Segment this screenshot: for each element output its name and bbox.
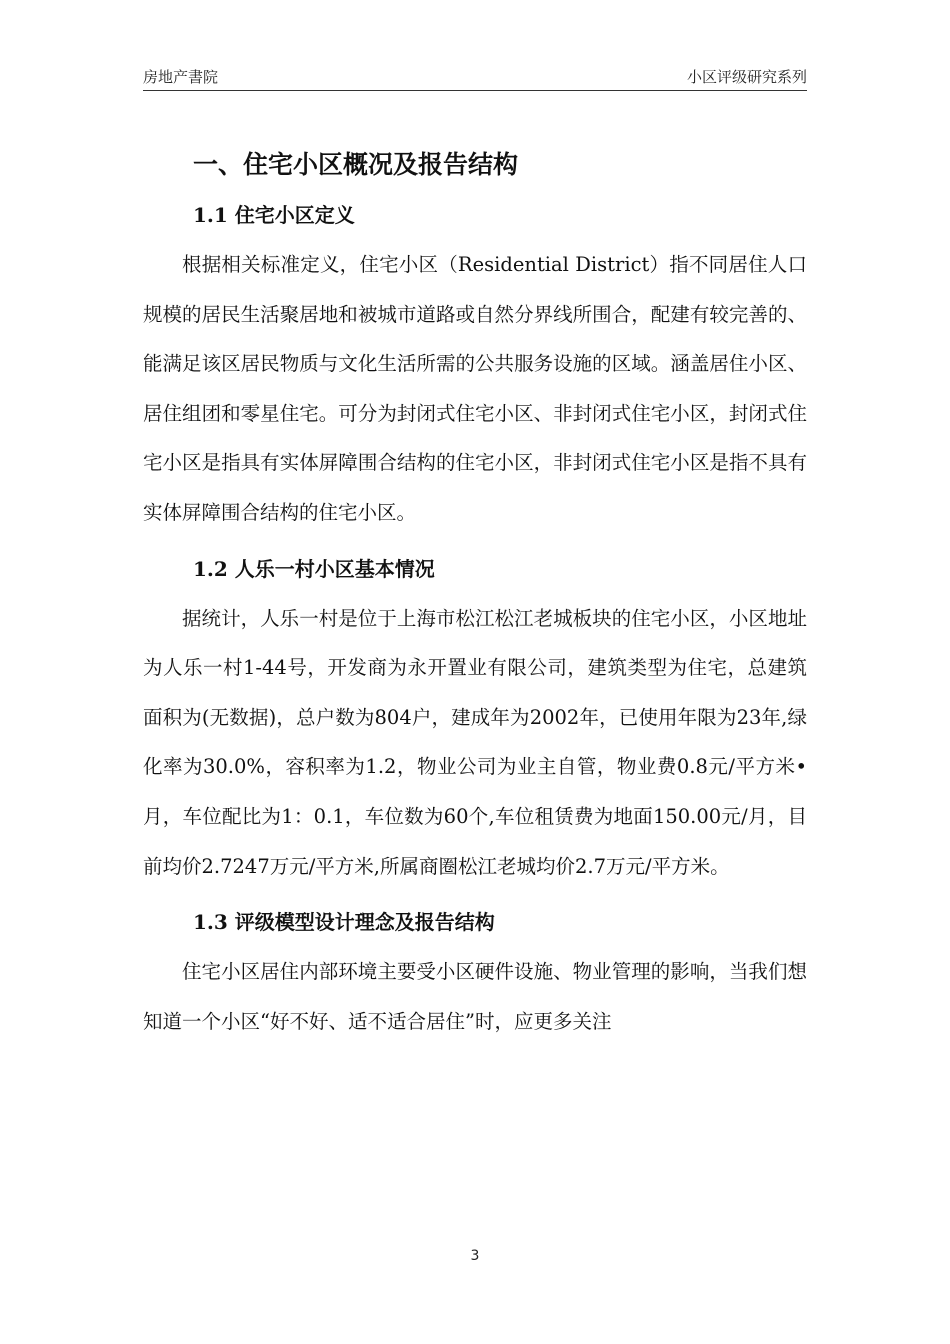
document-body	[143, 140, 807, 1046]
header-left-text: 房地产書院	[143, 68, 219, 86]
section-heading-1-1: 1.1 住宅小区定义	[193, 203, 355, 227]
section-paragraph-1-1: 根据相关标准定义，住宅小区（Residential District）指不同居住人口规模的居民生活聚居地和被城市道路或自然分界线所围合，配建有较完善的、能满足该区居民物质与文化生活所需的公共服务设施的区域。涵盖居住小区、居住组团和零星住宅。可分为封闭式住宅小区、非封闭式住宅小区，封闭式住宅小区是指具有实体屏障围合结构的住宅小区，非封闭式住宅小区是指不具有实体屏障围合结构的住宅小区。	[143, 253, 807, 524]
section-paragraph-1-2: 据统计，人乐一村是位于上海市松江松江老城板块的住宅小区，小区地址为人乐一村1-44号，开发商为永开置业有限公司，建筑类型为住宅，总建筑面积为(无数据)，总户数为804户，建成年为2002年，已使用年限为23年,绿化率为30.0%，容积率为1.2，物业公司为业主自管，物业费0.8元/平方米•月，车位配比为1：0.1，车位数为60个,车位租赁费为地面150.00元/月，目前均价2.7247万元/平方米,所属商圈松江老城均价2.7万元/平方米。	[143, 606, 807, 878]
section-heading-1-3: 1.3 评级模型设计理念及报告结构	[193, 910, 495, 935]
page-number: 3	[470, 1248, 480, 1264]
section-paragraph-1-3: 住宅小区居住内部环境主要受小区硬件设施、物业管理的影响，当我们想知道一个小区“好不好、适不适合居住”时，应更多关注	[143, 960, 807, 1033]
chapter-title: 一、住宅小区概况及报告结构	[193, 150, 519, 179]
page-header	[143, 66, 807, 91]
header-right-text: 小区评级研究系列	[686, 68, 807, 86]
section-heading-1-2: 1.2 人乐一村小区基本情况	[193, 556, 435, 581]
